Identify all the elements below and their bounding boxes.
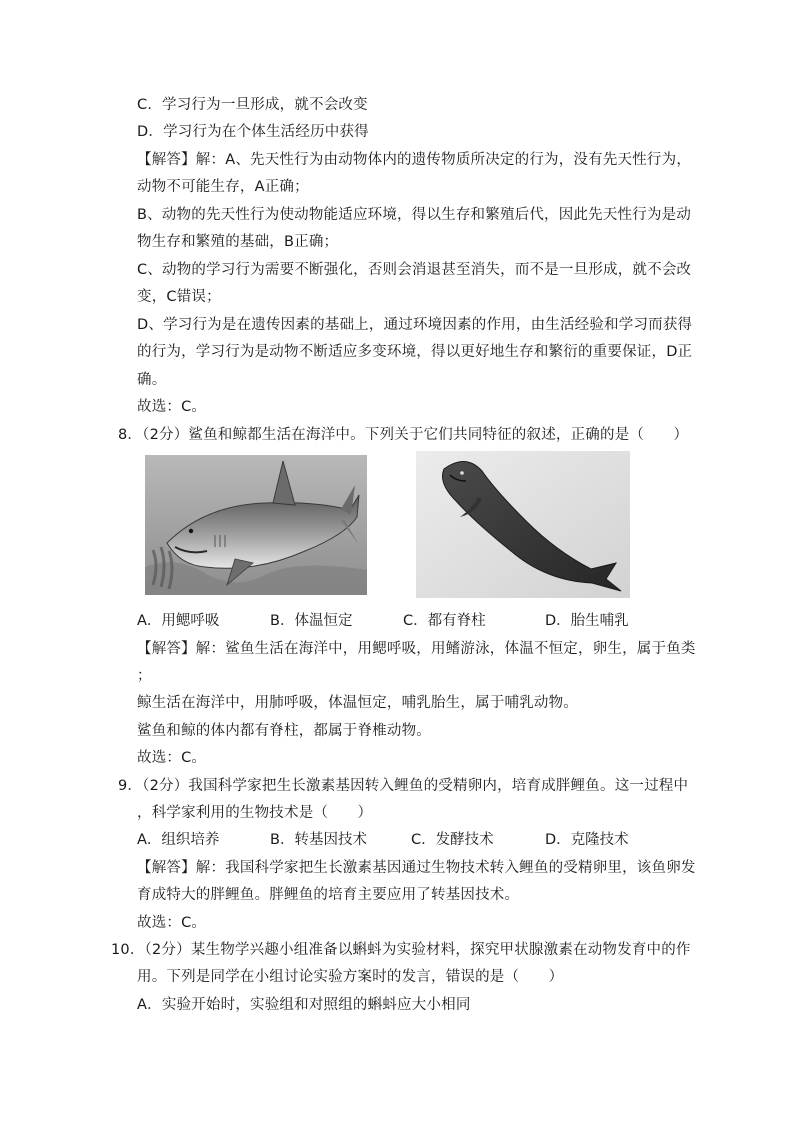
- q9-options: [137, 831, 697, 849]
- q8-option-d: D．胎生哺乳: [545, 613, 629, 629]
- line-q7-answer-1: 【解答】解：A、先天性行为由动物体内的遗传物质所决定的行为，没有先天性行为，: [137, 152, 692, 168]
- line-q8-choice: 故选：C。: [137, 750, 207, 766]
- q8-option-a: A．用鳃呼吸: [137, 613, 220, 629]
- line-q7-answer-8: 的行为，学习行为是动物不断适应多变环境，得以更好地生存和繁衍的重要保证，D正: [137, 344, 693, 360]
- line-q7-answer-2: 动物不可能生存，A正确；: [137, 179, 309, 195]
- line-q7-answer-6: 变，C错误；: [137, 289, 221, 305]
- line-q7-answer-7: D、学习行为是在遗传因素的基础上，通过环境因素的作用，由生活经验和学习而获得: [137, 317, 693, 333]
- line-q9-answer-1: 【解答】解：我国科学家把生长激素基因通过生物技术转入鲤鱼的受精卵里，该鱼卵发: [137, 860, 696, 876]
- shark-icon: [145, 455, 367, 595]
- line-q8-answer-4: 鲨鱼和鲸的体内都有脊柱，都属于脊椎动物。: [137, 723, 431, 739]
- q8-options: [137, 612, 697, 630]
- line-q7-answer-3: B、动物的先天性行为使动物能适应环境，得以生存和繁殖后代，因此先天性行为是动: [137, 207, 692, 223]
- question-10-line-1: 10．（2分）某生物学兴趣小组准备以蝌蚪为实验材料，探究甲状腺激素在动物发育中的作: [111, 942, 691, 958]
- shark-photo: [145, 455, 367, 595]
- line-q8-answer-1: 【解答】解：鲨鱼生活在海洋中，用鳃呼吸，用鳍游泳，体温不恒定，卵生，属于鱼类: [137, 641, 696, 657]
- line-q7-choice: 故选：C。: [137, 399, 207, 415]
- line-q8-answer-3: 鲸生活在海洋中，用肺呼吸，体温恒定，哺乳胎生，属于哺乳动物。: [137, 695, 578, 711]
- q9-option-d: D．克隆技术: [545, 832, 629, 848]
- q8-option-b: B．体温恒定: [270, 613, 353, 629]
- question-10-line-2: 用。下列是同学在小组讨论实验方案时的发言，错误的是（ ）: [137, 969, 564, 985]
- line-q7-option-c: C．学习行为一旦形成，就不会改变: [137, 97, 368, 113]
- q8-option-c: C．都有脊柱: [403, 613, 486, 629]
- q9-option-b: B．转基因技术: [270, 832, 367, 848]
- whale-photo: [416, 451, 630, 598]
- line-q7-answer-4: 物生存和繁殖的基础，B正确；: [137, 234, 339, 250]
- q9-option-a: A．组织培养: [137, 832, 220, 848]
- question-9-line-1: 9．（2分）我国科学家把生长激素基因转入鲤鱼的受精卵内，培育成胖鲤鱼。这一过程中: [118, 778, 689, 794]
- q10-option-a: A．实验开始时，实验组和对照组的蝌蚪应大小相同: [137, 997, 471, 1013]
- line-q7-option-d: D．学习行为在个体生活经历中获得: [137, 124, 369, 140]
- line-q8-answer-2: ；: [137, 668, 152, 684]
- line-q9-answer-2: 育成特大的胖鲤鱼。胖鲤鱼的培育主要应用了转基因技术。: [137, 887, 520, 903]
- q9-option-c: C．发酵技术: [411, 832, 494, 848]
- line-q7-answer-9: 确。: [137, 372, 167, 388]
- line-q7-answer-5: C、动物的学习行为需要不断强化，否则会消退甚至消失，而不是一旦形成，就不会改: [137, 262, 692, 278]
- question-9-line-2: ，科学家利用的生物技术是（ ）: [137, 805, 373, 821]
- line-q9-choice: 故选：C。: [137, 915, 207, 931]
- whale-icon: [416, 451, 630, 598]
- question-8: 8．（2分）鲨鱼和鲸都生活在海洋中。下列关于它们共同特征的叙述，正确的是（ ）: [118, 427, 689, 443]
